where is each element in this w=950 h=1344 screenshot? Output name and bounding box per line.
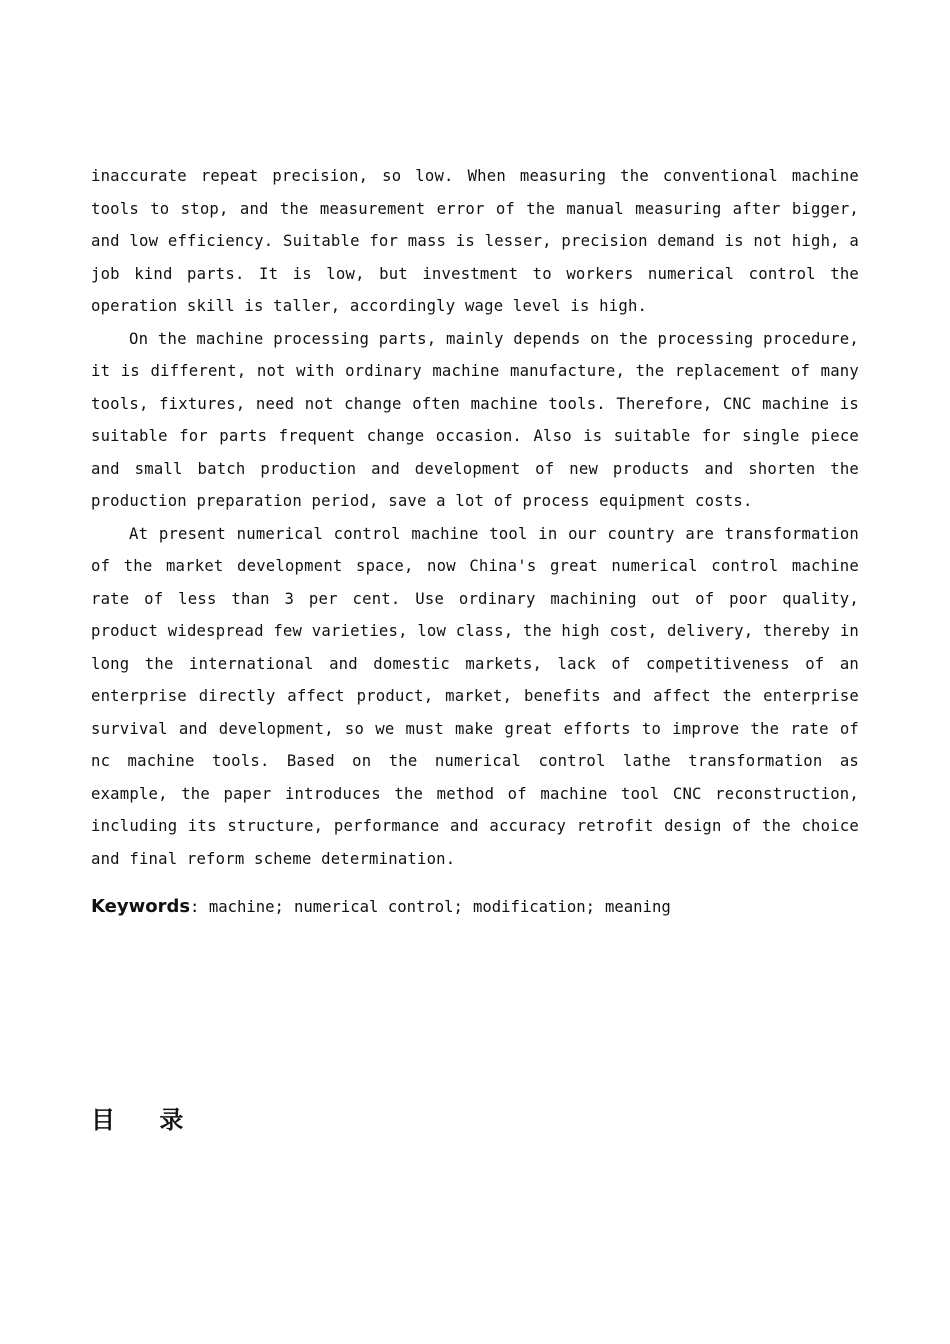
keyword-item: modification [472, 898, 586, 916]
keywords-colon: : [190, 898, 200, 916]
keyword-separator: ; [274, 898, 284, 916]
keyword-item: meaning [605, 898, 671, 916]
keyword-item: machine [208, 898, 275, 916]
table-of-contents-heading: 目 录 [91, 1106, 202, 1134]
keyword-separator: ; [585, 898, 595, 916]
abstract-paragraph-1: inaccurate repeat precision, so low. When measuring the conventional machine tools to stop, and the measurement error of the manual measuring after bigger, and low efficiency. Suitable for mass is lesser, precision demand is not high, a job kind parts. It is low, but investment to workers numerical control the operation skill is taller, accordingly wage level is high. [91, 167, 859, 315]
keywords-line [91, 893, 859, 921]
keywords-label: Keywords [91, 896, 191, 917]
abstract-paragraph-3: At present numerical control machine tool in our country are transformation of the market development space, now China's great numerical control machine rate of less than 3 per cent. Use ordinary machining out of poor quality, product widespread few varieties, low class, the high cost, delivery, thereby in long the international and domestic markets, lack of competitiveness of an enterprise directly affect product, market, benefits and affect the enterprise survival and development, so we must make great efforts to improve the rate of nc machine tools. Based on the numerical control lathe transformation as example, the paper introduces the method of machine tool CNC reconstruction, including its structure, performance and accuracy retrofit design of the choice and final reform scheme determination. [91, 524, 859, 868]
keyword-item: numerical control [293, 898, 454, 916]
abstract-body [91, 160, 859, 875]
abstract-paragraph-2: On the machine processing parts, mainly depends on the processing procedure, it is different, not with ordinary machine manufacture, the replacement of many tools, fixtures, need not change often machine tools. Therefore, CNC machine is suitable for parts frequent change occasion. Also is suitable for single piece and small batch production and development of new products and shorten the production preparation period, save a lot of process equipment costs. [91, 329, 859, 510]
keyword-separator: ; [453, 898, 463, 916]
